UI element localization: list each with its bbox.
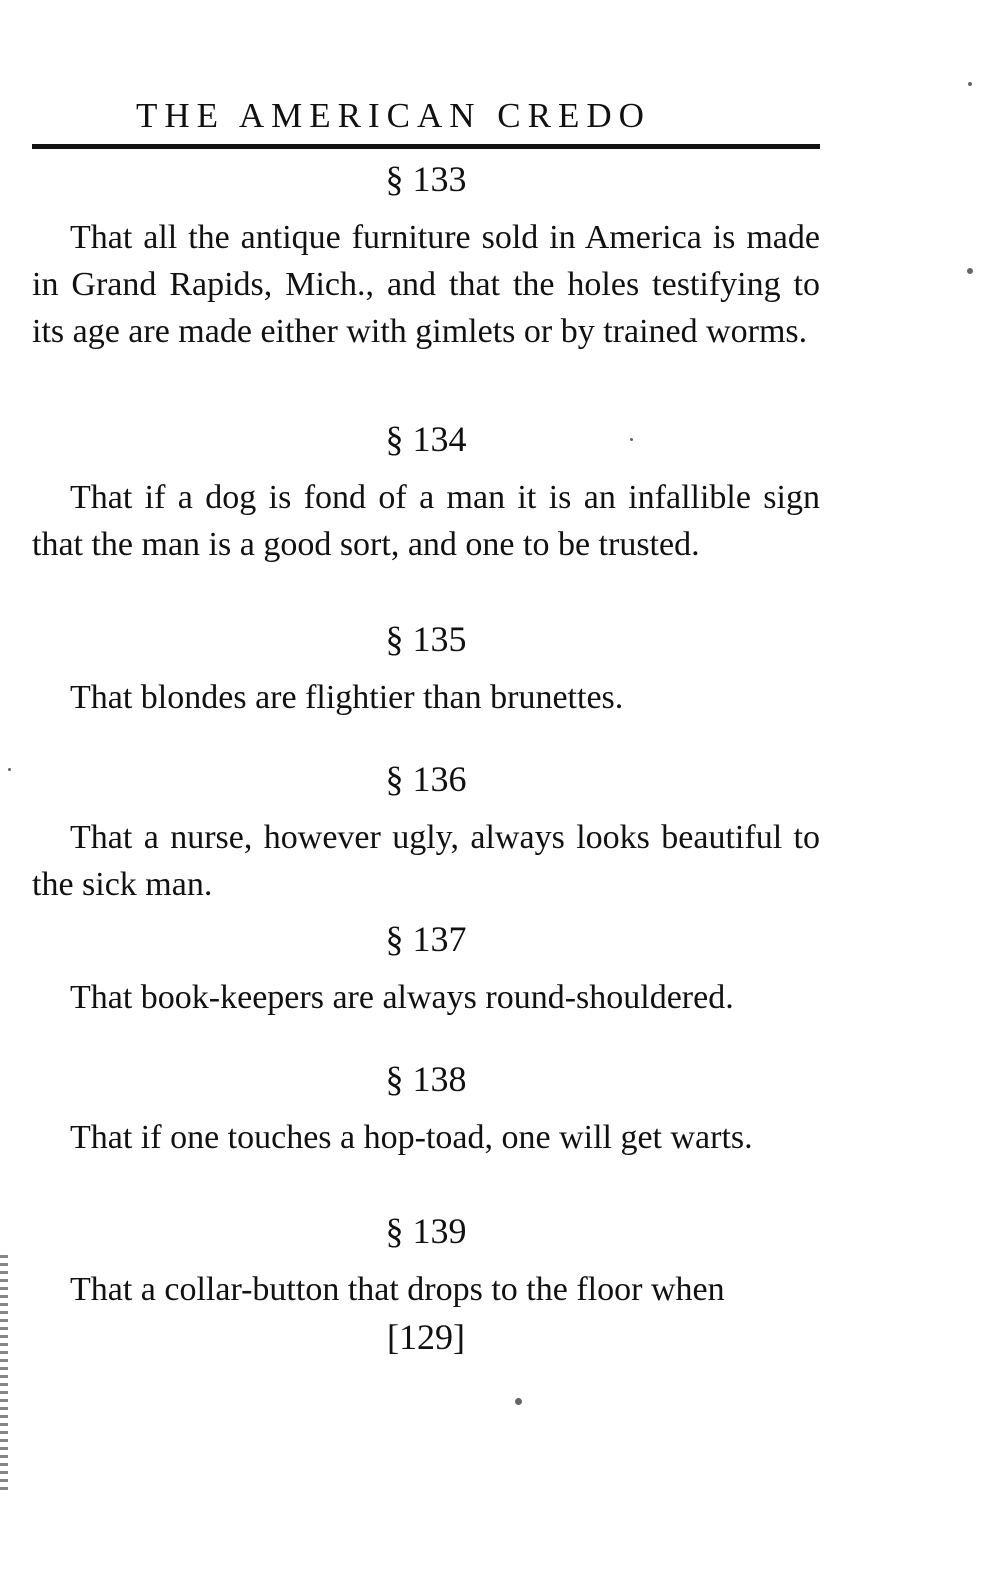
section-number: § 133	[385, 159, 467, 199]
page-number: [129]	[387, 1317, 465, 1357]
section-number: § 138	[385, 1059, 467, 1099]
running-head	[32, 94, 820, 149]
section-text: That blondes are flightier than brunettes.	[70, 679, 624, 716]
section-text: That book-keepers are always round-shouldered.	[70, 979, 734, 1016]
scan-speck	[967, 268, 973, 274]
running-title: THE AMERICAN CREDO	[136, 96, 651, 135]
section-number: § 139	[385, 1211, 467, 1251]
section-number: § 134	[385, 419, 467, 459]
section-text: That all the antique furniture sold in America is made in Grand Rapids, Mich., and that the holes testifying to its age are made either with gimlets or by trained worms.	[32, 219, 820, 350]
section-text: That if one touches a hop-toad, one will get warts.	[70, 1119, 753, 1156]
section-text: That a nurse, however ugly, always looks beautiful to the sick man.	[32, 819, 820, 903]
section-text: That a collar-button that drops to the floor when	[70, 1271, 725, 1308]
scan-speck	[968, 82, 972, 86]
section-text: That if a dog is fond of a man it is an infallible sign that the man is a good sort, and one to be trusted.	[32, 479, 820, 563]
book-page	[32, 0, 820, 1580]
scan-speck	[8, 768, 11, 771]
section-number: § 137	[385, 919, 467, 959]
binding-edge-artifact	[0, 1255, 8, 1495]
section-number: § 135	[385, 619, 467, 659]
section-number: § 136	[385, 759, 467, 799]
